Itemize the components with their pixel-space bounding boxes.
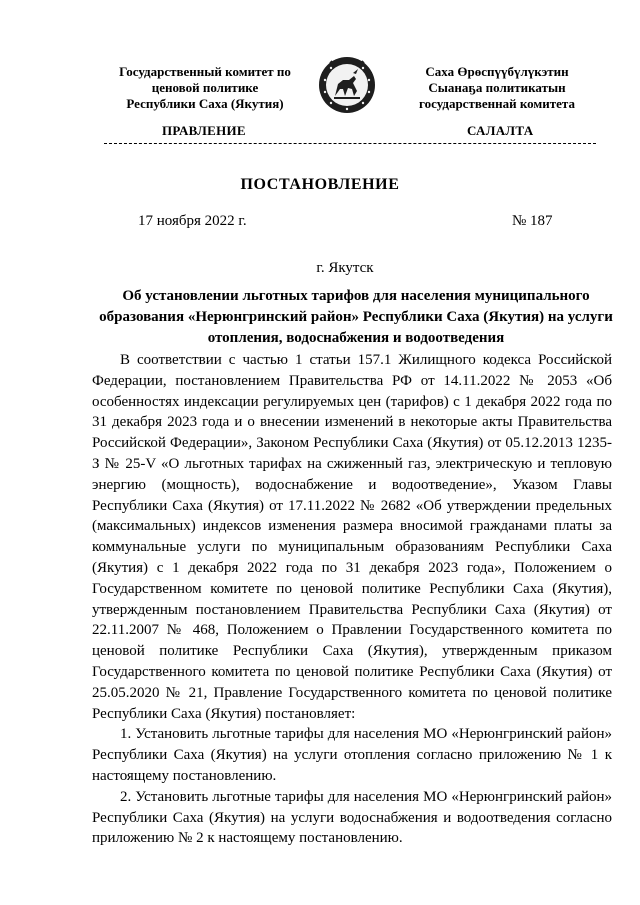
header-right-line: Сыанаҕа политикатын (428, 80, 566, 95)
preamble-paragraph: В соответствии с частью 1 статьи 157.1 Жилищного кодекса Российской Федерации, постановлением Правительства РФ от 14.11.2022 № 2053 «Об особенностях индексации регулируемых цен (тарифов) с 1 декабря 2022 года по 31 декабря 2023 года и о внесении изменений в некоторые акты Правительства Российской Федерации», Законом Республики Саха (Якутия) от 05.12.2013 1235-З № 25-V «О льготных тарифах на сжиженный газ, электрическую и тепловую энергию (мощность), водоснабжение и водоотведение», Указом Главы Республики Саха (Якутия) от 17.11.2022 № 2682 «Об утверждении предельных (максимальных) индексов изменения размера вносимой гражданами платы за коммунальные услуги по муниципальным образованиям Республики Саха (Якутия) с 1 декабря 2022 года по 31 декабря 2023 года», Положением о Государственном комитете по ценовой политике Республики Саха (Якутия), утвержденным постановлением Правительства Республики Саха (Якутия) от 22.11.2007 № 468, Положением о Правлении Государственного комитета по ценовой политике Республики Саха (Якутия), утвержденным приказом Государственного комитета по ценовой политике Республики Саха (Якутия) от 25.05.2020 № 21, Правление Государственного комитета по ценовой политике Республики Саха (Якутия) постановляет: (92, 352, 612, 722)
header-right-line: государственнай комитета (419, 96, 575, 111)
document-title: ПОСТАНОВЛЕНИЕ (240, 176, 400, 193)
document-number: № 187 (512, 213, 553, 229)
document-subject: Об установлении льготных тарифов для населения муниципального образования «Нерюнгринский район» Республики Саха (Якутия) на услуги отопления, водоснабжения и водоотведения (99, 288, 613, 346)
department-label-sakha: САЛАЛТА (467, 123, 534, 138)
document-date: 17 ноября 2022 г. (138, 213, 247, 229)
decision-item: 2. Установить льготные тарифы для населения МО «Нерюнгринский район» Республики Саха (Якутия) на услуги водоснабжения и водоотведения согласно приложению № 2 к настоящему постановлению. (92, 788, 612, 847)
header-right-line: Саха Өрөспүүбүлүкэтин (425, 64, 569, 79)
header-left-line: Республики Саха (Якутия) (126, 96, 284, 111)
header-divider (104, 143, 596, 144)
document-body (92, 350, 612, 849)
department-label-ru: ПРАВЛЕНИЕ (162, 123, 246, 138)
decision-item: 1. Установить льготные тарифы для населения МО «Нерюнгринский район» Республики Саха (Якутия) на услуги отопления согласно приложению № 1 к настоящему постановлению. (92, 726, 612, 784)
header-left-line: ценовой политике (151, 80, 259, 95)
header-right-org (382, 64, 612, 112)
header-left-org (90, 64, 320, 112)
document-city: г. Якутск (316, 260, 374, 276)
sakha-coat-of-arms-icon (318, 56, 376, 114)
header-left-line: Государственный комитет по (119, 64, 291, 79)
